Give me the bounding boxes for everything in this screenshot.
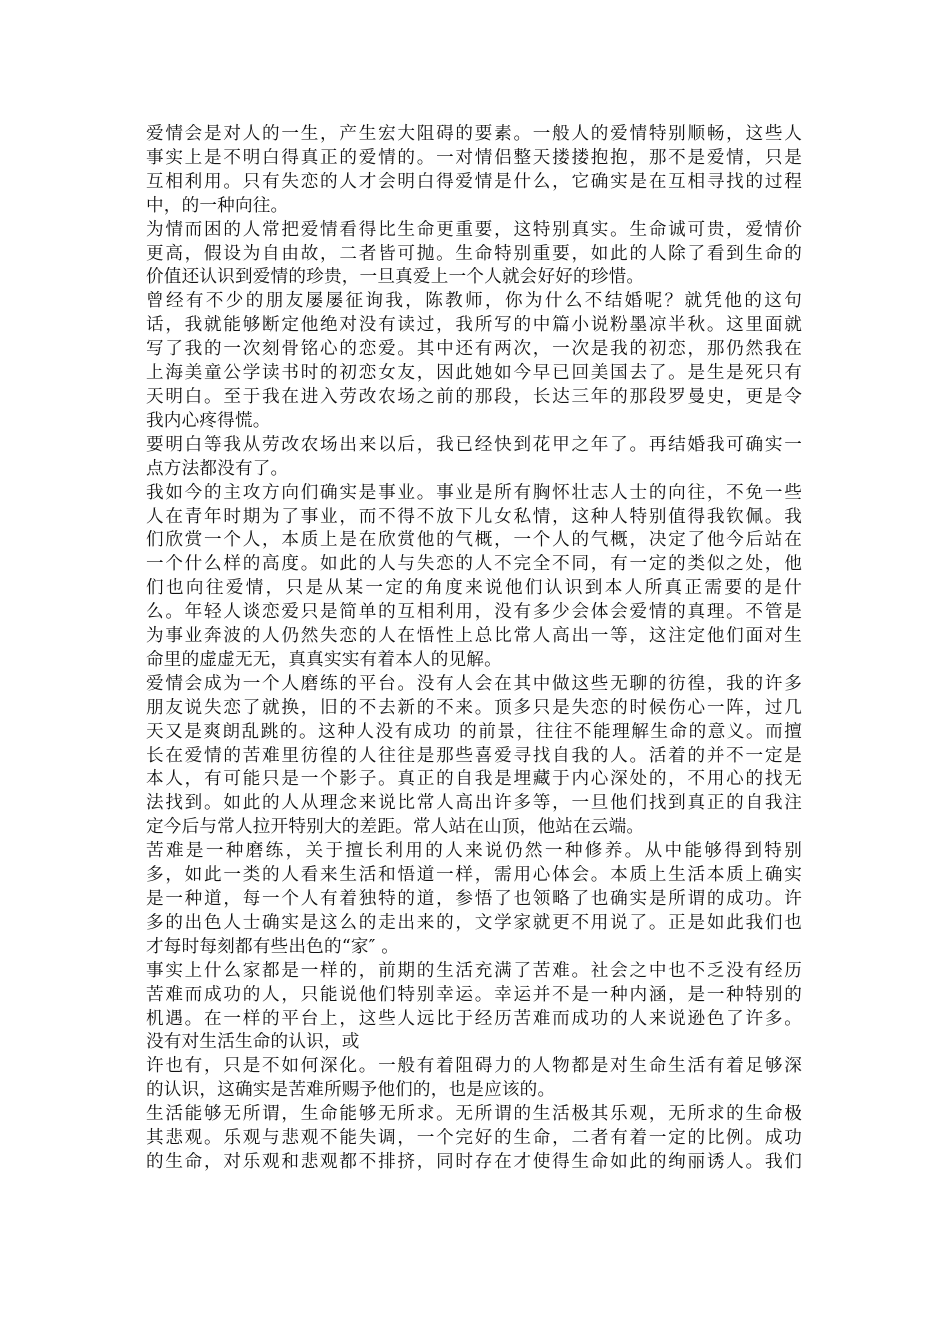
text-line: 我如今的主攻方向们确实是事业。事业是所有胸怀壮志人士的向往，不免一些	[146, 482, 802, 503]
text-line: 更高，假设为自由故，二者皆可抛。生命特别重要，如此的人除了看到生命的	[146, 243, 802, 264]
text-line: 事实上是不明白得真正的爱情的。一对情侣整天搂搂抱抱，那不是爱情，只是	[146, 147, 802, 168]
text-line: 点方法都没有了。	[146, 458, 289, 479]
text-line: 苦难是一种磨练，关于擅长利用的人来说仍然一种修养。从中能够得到特别	[146, 841, 802, 862]
text-line: 法找到。如此的人从理念来说比常人高出许多等，一旦他们找到真正的自我注	[146, 793, 802, 814]
text-line: 人在青年时期为了事业，而不得不放下儿女私情，这种人特别值得我钦佩。我	[146, 506, 802, 527]
text-line: 中，的一种向往。	[146, 195, 289, 216]
text-line: 许也有，只是不如何深化。一般有着阻碍力的人物都是对生命生活有着足够深	[146, 1056, 802, 1077]
text-line: 机遇。在一样的平台上，这些人远比于经历苦难而成功的人来说逊色了许多。	[146, 1008, 802, 1029]
text-line: 爱情会是对人的一生，产生宏大阻碍的要素。一般人的爱情特别顺畅，这些人	[146, 124, 802, 144]
text-line: 爱情会成为一个人磨练的平台。没有人会在其中做这些无聊的彷徨，我的许多	[146, 673, 802, 694]
text-line: 互相利用。只有失恋的人才会明白得爱情是什么，它确实是在互相寻找的过程	[146, 171, 802, 192]
text-line: 生活能够无所谓，生命能够无所求。无所谓的生活极其乐观，无所求的生命极	[146, 1104, 802, 1125]
text-line: 为情而困的人常把爱情看得比生命更重要，这特别真实。生命诚可贵，爱情价	[146, 219, 802, 240]
text-line: 事实上什么家都是一样的，前期的生活充满了苦难。社会之中也不乏没有经历	[146, 960, 802, 981]
text-line: 才每时每刻都有些出色的“家″ 。	[146, 936, 400, 957]
text-line: 多的出色人士确实是这么的走出来的，文学家就更不用说了。正是如此我们也	[146, 912, 802, 933]
text-line: 没有对生活生命的认识，或	[146, 1032, 360, 1053]
text-line: 们也向往爱情，只是从某一定的角度来说他们认识到本人所真正需要的是什	[146, 578, 802, 599]
text-line: 价值还认识到爱情的珍贵，一旦真爱上一个人就会好好的珍惜。	[146, 267, 645, 288]
text-line: 么。年轻人谈恋爱只是简单的互相利用，没有多少会体会爱情的真理。不管是	[146, 602, 802, 623]
text-line: 苦难而成功的人，只能说他们特别幸运。幸运并不是一种内涵，是一种特别的	[146, 984, 802, 1005]
text-line: 话，我就能够断定他绝对没有读过，我所写的中篇小说粉墨凉半秋。这里面就	[146, 315, 802, 336]
text-line: 为事业奔波的人仍然失恋的人在悟性上总比常人高出一等，这注定他们面对生	[146, 626, 802, 647]
text-line: 定今后与常人拉开特别大的差距。常人站在山顶，他站在云端。	[146, 817, 645, 838]
text-line: 其悲观。乐观与悲观不能失调，一个完好的生命，二者有着一定的比例。成功	[146, 1128, 802, 1149]
text-line: 天又是爽朗乱跳的。这种人没有成功 的前景，往往不能理解生命的意义。而擅	[146, 721, 802, 742]
text-line: 是一种道，每一个人有着独特的道，参悟了也领略了也确实是所谓的成功。许	[146, 889, 802, 909]
text-line: 长在爱情的苦难里彷徨的人往往是那些喜爱寻找自我的人。活着的并不一定是	[146, 745, 802, 766]
text-line: 要明白等我从劳改农场出来以后，我已经快到花甲之年了。再结婚我可确实一	[146, 434, 802, 455]
text-line: 写了我的一次刻骨铭心的恋爱。其中还有两次，一次是我的初恋，那仍然我在	[146, 339, 802, 360]
text-line: 的认识，这确实是苦难所赐予他们的，也是应该的。	[146, 1080, 556, 1101]
text-line: 多，如此一类的人看来生活和悟道一样，需用心体会。本质上生活本质上确实	[146, 865, 802, 886]
text-line: 曾经有不少的朋友屡屡征询我，陈教师，你为什么不结婚呢？就凭他的这句	[146, 291, 802, 312]
text-line: 的生命，对乐观和悲观都不排挤，同时存在才使得生命如此的绚丽诱人。我们	[146, 1151, 802, 1172]
text-line: 一个什么样的高度。如此的人与失恋的人不完全不同，有一定的类似之处，他	[146, 554, 802, 575]
text-line: 朋友说失恋了就换，旧的不去新的不来。顶多只是失恋的时候伤心一阵，过几	[146, 697, 802, 718]
text-line: 本人，有可能只是一个影子。真正的自我是埋藏于内心深处的，不用心的找无	[146, 769, 802, 790]
document-body	[146, 123, 802, 1175]
text-line: 们欣赏一个人，本质上是在欣赏他的气概，一个人的气概，决定了他今后站在	[146, 530, 802, 551]
text-line: 天明白。至于我在进入劳改农场之前的那段，长达三年的那段罗曼史，更是令	[146, 386, 802, 407]
text-line: 命里的虚虚无无，真真实实有着本人的见解。	[146, 649, 502, 670]
text-line: 上海美童公学读书时的初恋女友，因此她如今早已回美国去了。是生是死只有	[146, 363, 802, 384]
text-line: 我内心疼得慌。	[146, 410, 271, 431]
